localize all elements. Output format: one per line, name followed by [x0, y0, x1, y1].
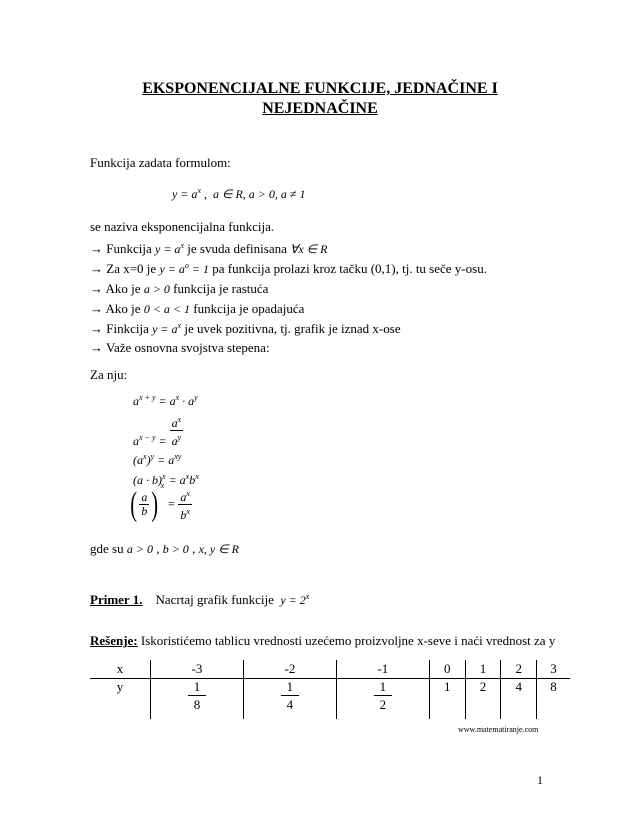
y-cell: $\frac{1}{8}$: [151, 679, 244, 720]
example-text: Nacrtaj grafik funkcije: [155, 592, 274, 607]
x-cell: -3: [151, 660, 244, 679]
x-cell: 2: [501, 660, 537, 679]
y-cell: $\frac{1}{2}$: [336, 679, 429, 720]
definition-formula: $y = a^x$ , a ∈ R, a > 0, a ≠ 1: [172, 186, 306, 201]
y-cell: 8: [537, 679, 570, 720]
property-3: → Ako je a > 0 funkcija je rastuća: [90, 281, 269, 296]
table-row-x: [90, 660, 570, 679]
x-label: x: [90, 660, 151, 679]
identity-product-power: $(a \cdot b)^x = a^xb^x$: [133, 472, 199, 487]
y-cell: 1: [429, 679, 465, 720]
intro-text: Funkcija zadata formulom:: [90, 155, 231, 170]
y-cell: 4: [501, 679, 537, 720]
y-label: y: [116, 679, 124, 694]
property-2: → Za x=0 je $y = a^o = 1$ pa funkcija prolazi kroz tačku (0,1), tj. tu seče y-osu.: [90, 261, 487, 276]
y-cell: $\frac{1}{4}$: [243, 679, 336, 720]
example-formula: $y = 2^x$: [280, 592, 310, 607]
x-cell: 0: [429, 660, 465, 679]
website-footer: www.matematiranje.com: [458, 725, 539, 734]
solution-line: [90, 633, 555, 649]
page-number: 1: [537, 773, 543, 787]
solution-text: Iskoristićemo tablicu vrednosti uzećemo proizvoljne x-seve i naći vrednost za y: [137, 633, 556, 648]
y-cell: 2: [465, 679, 501, 720]
identity-power: $(a^x)^y = a^{xy}$: [133, 452, 182, 467]
x-cell: -2: [243, 660, 336, 679]
conditions-text: gde su a > 0 , b > 0 , x, y ∈ R: [90, 541, 239, 556]
solution-label: Rešenje:: [90, 633, 138, 648]
page-title: EKSPONENCIJALNE FUNKCIJE, JEDNAČINE I NEJEDNAČINE: [142, 80, 498, 117]
named-text: se naziva eksponencijalna funkcija.: [90, 219, 275, 234]
example-line: [90, 592, 309, 608]
values-table: [90, 660, 570, 719]
x-cell: -1: [336, 660, 429, 679]
property-6: → Važe osnovna svojstva stepena:: [90, 340, 270, 355]
za-nju-label: Za nju:: [90, 367, 128, 382]
property-5: → Finkcija $y = a^x$ je uvek pozitivna, tj. grafik je iznad x-ose: [90, 321, 401, 336]
table-row-y: [90, 679, 570, 720]
example-label: Primer 1.: [90, 592, 143, 607]
identity-quotient-power: ( $\frac{a}{b}$ ) $^x$ = $\frac{a^x}{b^x}$: [130, 481, 190, 523]
property-1: → Funkcija $y = a^x$ je svuda definisana ∀x ∈ R: [90, 241, 328, 256]
x-cell: 1: [465, 660, 501, 679]
identity-quotient: $a^{x - y}$ = $\frac{a^x}{a^y}$: [133, 415, 182, 449]
x-cell: 3: [537, 660, 570, 679]
property-4: → Ako je 0 < a < 1 funkcija je opadajuća: [90, 301, 305, 316]
identity-product: $a^{x + y} = a^x \cdot a^y$: [133, 393, 198, 408]
